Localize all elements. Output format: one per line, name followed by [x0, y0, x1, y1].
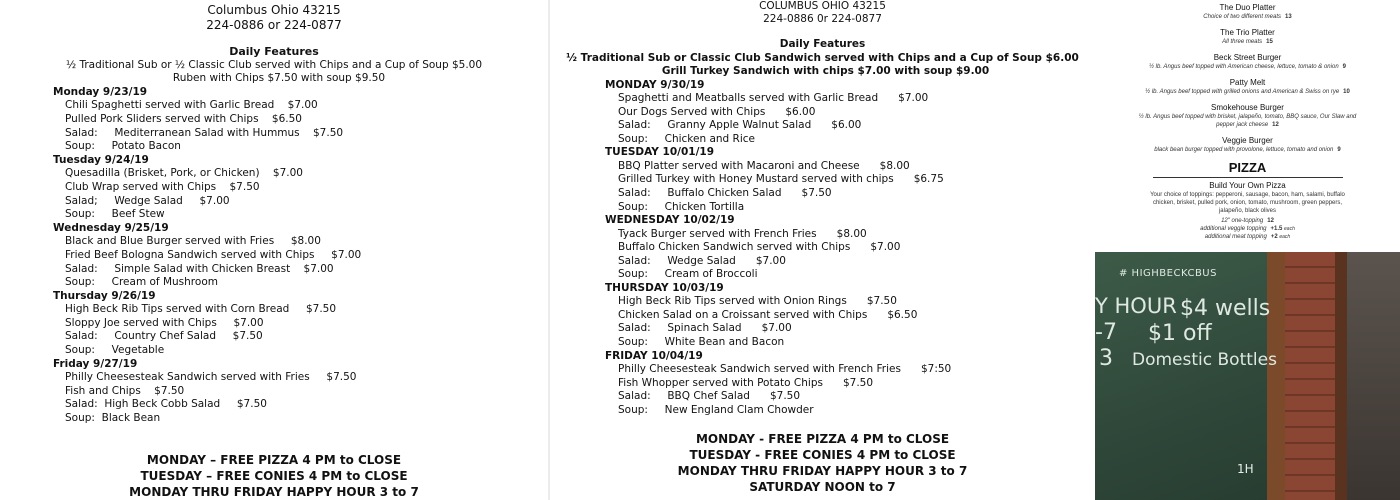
menu-header: [550, 0, 1095, 26]
menu-item: Salad: BBQ Chef Salad $7.50: [618, 390, 801, 403]
menu-item: Quesadilla (Brisket, Pork, or Chicken) $7.00: [65, 167, 303, 180]
feature-line: ½ Traditional Sub or ½ Classic Club served with Chips and a Cup of Soup $5.00: [65, 58, 483, 71]
menu-entry: [1095, 103, 1400, 129]
daily-features-menu-sept: [0, 0, 548, 500]
feature-line: ½ Traditional Sub or Classic Club Sandwich served with Chips and a Cup of Soup $6.00: [566, 51, 1079, 64]
menu-entry: [1095, 78, 1400, 96]
menu-item: Soup: Chicken Tortilla: [618, 200, 745, 213]
item-desc: ½ lb. Angus beef topped with American cheese, lettuce, tomato & onion: [1148, 64, 1339, 70]
menu-item: Grilled Turkey with Honey Mustard served with chips $6.75: [618, 173, 944, 186]
item-name: Veggie Burger: [1222, 136, 1273, 145]
menu-item: Pulled Pork Sliders served with Chips $6.50: [65, 112, 302, 125]
menu-item: Salad: Granny Apple Walnut Salad $6.00: [618, 119, 862, 132]
shelf: [1347, 252, 1400, 500]
restaurant-menu-and-chalkboard: [1095, 0, 1400, 500]
item-name: The Duo Platter: [1219, 3, 1276, 12]
footer-line: MONDAY – FREE PIZZA 4 PM to CLOSE: [146, 452, 402, 467]
menu-item: Buffalo Chicken Sandwich served with Chips $7.00: [618, 241, 901, 254]
day-heading: FRIDAY 10/04/19: [605, 349, 703, 362]
day-heading: THURSDAY 10/03/19: [605, 281, 724, 294]
pizza-meat-price: +2: [1270, 234, 1278, 240]
menu-item: Salad; Wedge Salad $7.00: [65, 194, 230, 207]
menu-item: Chili Spaghetti served with Garlic Bread $7.00: [65, 99, 318, 112]
item-price: 10: [1343, 89, 1350, 95]
menu-item: Soup: Potato Bacon: [65, 140, 181, 153]
phone-line: 224-0886 or 224-0877: [206, 18, 342, 32]
menu-item: Fish and Chips $7.50: [65, 384, 185, 397]
menu-item: Chicken Salad on a Croissant served with Chips $6.50: [618, 308, 918, 321]
chalk-text: $1 off: [1148, 321, 1212, 346]
item-desc: black bean burger topped with provolone, lettuce, tomato and onion: [1154, 147, 1334, 153]
footer-line: MONDAY THRU FRIDAY HAPPY HOUR 3 to 7: [129, 484, 419, 499]
menu-item: Fried Beef Bologna Sandwich served with Chips $7.00: [65, 248, 362, 261]
menu-item: Soup: Cream of Broccoli: [618, 268, 758, 281]
day-heading: Monday 9/23/19: [53, 85, 148, 98]
menu-entry: [1095, 53, 1400, 71]
pizza-one-topping-price: 12: [1267, 218, 1274, 224]
footer-line: TUESDAY – FREE CONIES 4 PM to CLOSE: [140, 468, 408, 483]
pizza-subheading: Build Your Own Pizza: [1209, 181, 1286, 190]
item-name: The Trio Platter: [1220, 28, 1275, 37]
item-desc: All three meats: [1222, 39, 1263, 45]
menu-item: Soup: Cream of Mushroom: [65, 276, 218, 289]
menu-item: Salad: Country Chef Salad $7.50: [65, 330, 263, 343]
feature-line: Ruben with Chips $7.50 with soup $9.50: [172, 72, 386, 85]
menu-title: Daily Features: [779, 38, 866, 50]
chalk-text: -7: [1095, 320, 1117, 345]
menu-item: Our Dogs Served with Chips $6.00: [618, 105, 816, 118]
item-price: 12: [1272, 122, 1279, 128]
chalk-text: Y HOUR: [1095, 294, 1177, 318]
chalk-text: $4 wells: [1180, 296, 1271, 321]
item-price: 9: [1342, 64, 1346, 70]
wood-trim: [1335, 252, 1347, 500]
menu-item: Salad: Mediterranean Salad with Hummus $7.50: [65, 126, 344, 139]
item-price: 15: [1266, 39, 1273, 45]
menu-entry: [1095, 136, 1400, 154]
menu-item: Soup: White Bean and Bacon: [618, 336, 785, 349]
footer-line: MONDAY - FREE PIZZA 4 PM to CLOSE: [695, 432, 950, 447]
menu-item: Soup: Beef Stew: [65, 208, 165, 221]
menu-item: Tyack Burger served with French Fries $8.00: [618, 227, 867, 240]
chalk-text: 3: [1099, 346, 1113, 371]
pizza-one-topping: 12" one-topping: [1221, 218, 1264, 224]
pizza-toppings: Your choice of toppings: pepperoni, sausage, bacon, ham, salami, buffalo chicken, brisket, pulled pork, onion, tomato, mushroom, green peppers, jalapeño, black olives: [1150, 192, 1345, 214]
menu-item: Salad: Spinach Salad $7.00: [618, 322, 792, 335]
item-price: 13: [1285, 14, 1292, 20]
pizza-each: each: [1279, 234, 1291, 240]
menu-item: Soup: New England Clam Chowder: [618, 403, 814, 416]
day-heading: Wednesday 9/25/19: [53, 221, 169, 234]
item-desc: ½ lb. Angus beef topped with brisket, jalapeño, tomato, BBQ sauce, Our Slaw and pepper jack cheese: [1138, 114, 1357, 128]
chalk-hashtag: # HIGHBECKCBUS: [1119, 268, 1217, 279]
wood-frame: [1267, 252, 1285, 500]
address-line: COLUMBUS OHIO 43215: [759, 0, 886, 12]
menu-item: BBQ Platter served with Macaroni and Cheese $8.00: [618, 159, 910, 172]
day-heading: TUESDAY 10/01/19: [605, 146, 715, 159]
menu-item: Philly Cheesesteak Sandwich served with French Fries $7:50: [618, 363, 952, 376]
daily-features-menu-oct: [550, 0, 1095, 500]
footer-line: MONDAY THRU FRIDAY HAPPY HOUR 3 to 7: [677, 464, 968, 479]
day-heading: MONDAY 9/30/19: [605, 78, 705, 91]
menu-item: Soup: Chicken and Rice: [618, 132, 756, 145]
footer-line: TUESDAY - FREE CONIES 4 PM to CLOSE: [689, 448, 956, 463]
brick-wall: [1285, 252, 1335, 500]
address-line: Columbus Ohio 43215: [207, 3, 341, 17]
menu-footer: [0, 452, 548, 500]
chalkboard-photo: [1095, 252, 1400, 500]
menu-title: Daily Features: [229, 45, 319, 58]
day-heading: Friday 9/27/19: [53, 357, 138, 370]
menu-item: Black and Blue Burger served with Fries $8.00: [65, 235, 321, 248]
item-name: Patty Melt: [1229, 78, 1266, 87]
divider: [1153, 177, 1343, 178]
day-heading: Tuesday 9/24/19: [53, 153, 149, 166]
menu-item: Soup: Vegetable: [65, 344, 165, 357]
menu-item: High Beck Rib Tips served with Corn Bread $7.50: [65, 303, 337, 316]
chalk-text: Domestic Bottles: [1132, 350, 1277, 370]
chalk-mark: 1H: [1237, 462, 1254, 476]
item-name: Beck Street Burger: [1213, 53, 1282, 62]
menu-item: Salad: High Beck Cobb Salad $7.50: [65, 398, 267, 411]
item-desc: ½ lb. Angus beef topped with grilled onions and American & Swiss on rye: [1145, 89, 1340, 95]
day-heading: Thursday 9/26/19: [53, 289, 156, 302]
printed-menu: [1095, 0, 1400, 252]
pizza-each: each: [1284, 226, 1295, 232]
menu-item: Salad: Wedge Salad $7.00: [618, 254, 786, 267]
feature-line: Grill Turkey Sandwich with chips $7.00 with soup $9.00: [661, 65, 990, 78]
menu-footer: [550, 431, 1095, 495]
item-price: 9: [1337, 147, 1341, 153]
menu-entry: [1095, 3, 1400, 21]
pizza-heading: PIZZA: [1228, 160, 1267, 175]
menu-item: Spaghetti and Meatballs served with Garlic Bread $7.00: [618, 92, 929, 105]
menu-item: Salad: Simple Salad with Chicken Breast $7.00: [65, 262, 334, 275]
pizza-veggie-price: +1.5: [1270, 226, 1283, 232]
item-name: Smokehouse Burger: [1211, 103, 1284, 112]
footer-line: SATURDAY NOON to 7: [749, 480, 896, 495]
menu-item: Salad: Buffalo Chicken Salad $7.50: [618, 187, 832, 200]
pizza-meat-topping: additional meat topping: [1204, 234, 1267, 240]
menu-header: [0, 3, 548, 33]
menu-item: Fish Whopper served with Potato Chips $7.50: [618, 376, 874, 389]
menu-item: Philly Cheesesteak Sandwich served with Fries $7.50: [65, 371, 357, 384]
item-desc: Choice of two different meats: [1203, 14, 1282, 20]
menu-item: Club Wrap served with Chips $7.50: [65, 180, 260, 193]
pizza-veggie-topping: additional veggie topping: [1200, 226, 1267, 232]
menu-item: High Beck Rib Tips served with Onion Rings $7.50: [618, 295, 897, 308]
day-heading: WEDNESDAY 10/02/19: [605, 214, 735, 227]
phone-line: 224-0886 0r 224-0877: [763, 13, 882, 25]
menu-item: Sloppy Joe served with Chips $7.00: [65, 316, 264, 329]
menu-entry: [1095, 28, 1400, 46]
menu-item: Soup: Black Bean: [65, 412, 161, 425]
